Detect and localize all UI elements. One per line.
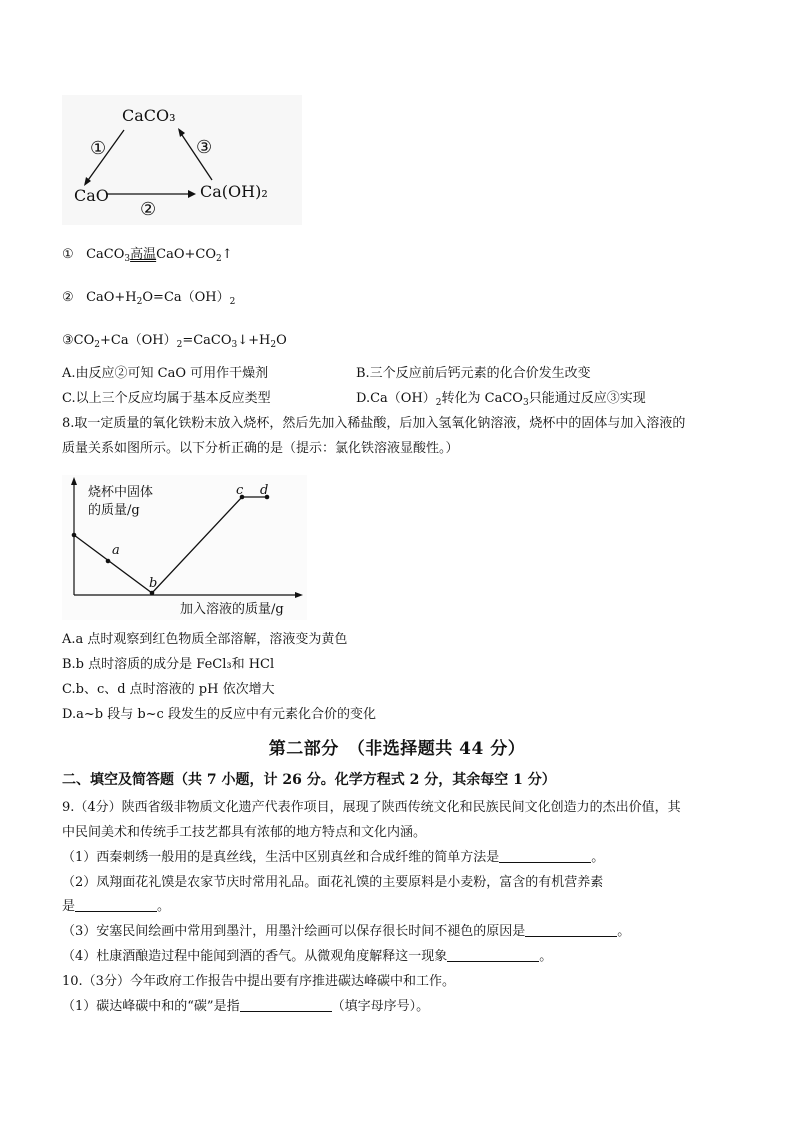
q8-stem-line1: 8.取一定质量的氧化铁粉末放入烧杯，然后先加入稀盐酸，后加入氢氧化钠溶液，烧杯中的固体与加入溶液的 (62, 416, 686, 431)
diagram-step-2: ② (140, 199, 157, 220)
equation-1: ① CaCO$_3$高温$CaO+CO_2↑$ (62, 247, 233, 264)
q9-stem-line2: 中民间美术和传统手工技艺都具有浓郁的地方特点和文化内涵。 (62, 825, 427, 840)
q8-option-a: A.a 点时观察到红色物质全部溶解，溶液变为黄色 (62, 632, 348, 647)
equation-3: $③CO_2+Ca(OH)_2=CaCO_3↓+H_2O$ (62, 333, 287, 350)
q9-sub3: （3）安塞民间绘画中常用到墨汁，用墨汁绘画可以保存很长时间不褪色的原因是 。 (62, 924, 631, 939)
chart-point-a (106, 559, 111, 564)
chart-label-b: b (149, 576, 158, 591)
q9-blank-3[interactable] (525, 923, 617, 937)
diagram-right-label: Ca(OH)₂ (200, 182, 268, 201)
part2-title: 第二部分 （非选择题共 44 分） (268, 739, 526, 759)
diagram-step-1: ① (90, 138, 107, 159)
diagram-top-label: CaCO₃ (122, 106, 176, 125)
q10-stem: 10.（3分）今年政府工作报告中提出要有序推进碳达峰碳中和工作。 (62, 974, 455, 989)
q10-sub1: （1）碳达峰碳中和的“碳”是指 （填字母序号）。 (62, 999, 430, 1014)
chart-label-a: a (112, 543, 120, 558)
q8-option-b: B.b 点时溶质的成分是 FeCl₃和 HCl (62, 657, 275, 672)
q9-stem-line1: 9.（4分）陕西省级非物质文化遗产代表作项目，展现了陕西传统文化和民族民间文化创造力的杰出价值，其 (62, 800, 681, 815)
q8-option-c: C.b、c、d 点时溶液的 pH 依次增大 (62, 682, 275, 697)
q9-blank-2[interactable] (75, 898, 157, 912)
q8-stem-line2: 质量关系如图所示。以下分析正确的是（提示：氯化铁溶液显酸性。） (62, 441, 459, 456)
chart-label-c: c (236, 483, 244, 498)
q9-sub2: （2）凤翔面花礼馍是农家节庆时常用礼品。面花礼馍的主要原料是小麦粉，富含的有机营养素 (62, 875, 604, 890)
q9-sub1: （1）西秦刺绣一般用的是真丝线，生活中区别真丝和合成纤维的简单方法是 。 (62, 850, 605, 865)
chart-ylabel-1: 烧杯中固体 (88, 485, 154, 500)
q9-sub2-cont: 是 。 (62, 899, 171, 914)
equation-2: ② $CaO+H_2O=Ca(OH)_2$ (62, 290, 236, 307)
section-heading: 二、填空及简答题（共 7 小题，计 26 分。化学方程式 2 分，其余每空 1 分） (62, 772, 556, 788)
q7-option-c: C.以上三个反应均属于基本反应类型 (62, 391, 271, 406)
q9-sub4: （4）杜康酒酿造过程中能闻到酒的香气。从微观角度解释这一现象 。 (62, 949, 553, 964)
q9-blank-4[interactable] (447, 948, 539, 962)
diagram-step-3: ③ (196, 137, 213, 158)
q7-option-b: B.三个反应前后钙元素的化合价发生改变 (356, 366, 591, 381)
chart-ylabel-2: 的质量/g (88, 503, 140, 518)
chart-point-start (72, 533, 77, 538)
q7-option-a: A.由反应②可知 CaO 可用作干燥剂 (62, 366, 269, 381)
diagram-left-label: CaO (74, 186, 109, 205)
chart-label-d: d (260, 483, 269, 498)
chart-xlabel: 加入溶液的质量/g (180, 602, 284, 617)
q8-option-d: D.a~b 段与 b~c 段发生的反应中有元素化合价的变化 (62, 707, 376, 722)
chart-point-b (150, 591, 155, 596)
q7-option-d: $D.Ca(OH)_2$转化为 CaCO$_3$只能通过反应③实现 (356, 391, 646, 408)
reaction-cycle-diagram (62, 95, 302, 225)
q9-blank-1[interactable] (499, 849, 591, 863)
q10-blank-1[interactable] (240, 998, 332, 1012)
